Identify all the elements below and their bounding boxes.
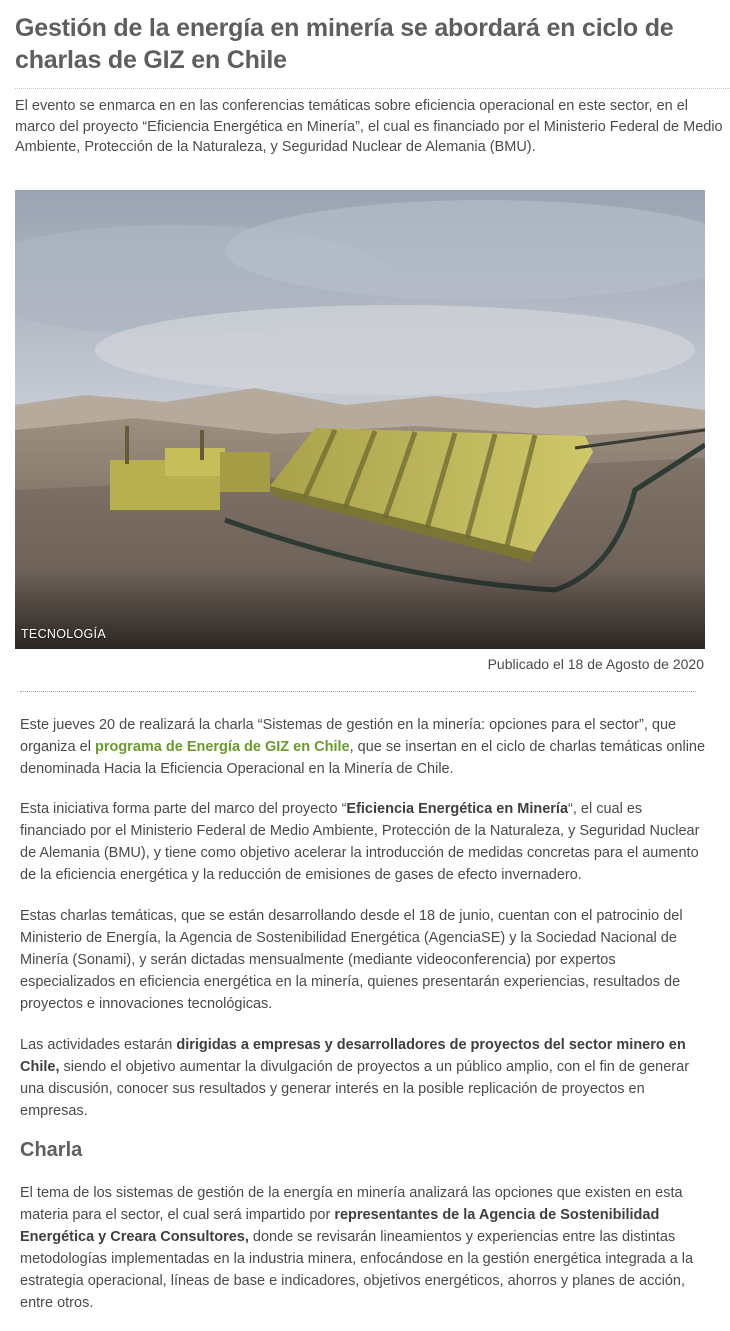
speakers: representantes de la Agencia de Sostenibilidad Energética y Creara Consultores,	[20, 1207, 660, 1245]
image-category-tag[interactable]: TECNOLOGÍA	[21, 627, 106, 641]
paragraph-4: Las actividades estarán dirigidas a empresas y desarrolladores de proyectos del sector minero en Chile, siendo el objetivo aumentar la divulgación de proyectos a un público amplio, con el fin de generar una discusión, conocer sus resultados y generar interés en la posible replicación de proyectos en empresas.	[20, 1037, 690, 1119]
article-hero-image[interactable]	[15, 190, 705, 649]
mine-photo-illustration	[15, 190, 705, 649]
paragraph-3: Estas charlas temáticas, que se están desarrollando desde el 18 de junio, cuentan con el patrocinio del Ministerio de Energía, la Agencia de Sostenibilidad Energética (AgenciaSE) y la Sociedad Nacional de Minería (Sonami), y serán dictadas mensualmente (mediante videoconferencia) por expertos especializados en eficiencia energética en la minería, quienes presentarán experiencias, resultados de proyectos e innovaciones tecnológicas.	[20, 908, 683, 1012]
publish-date: Publicado el 18 de Agosto de 2020	[487, 656, 704, 672]
date-divider	[20, 691, 696, 692]
article-lead: El evento se enmarca en en las conferencias temáticas sobre eficiencia operacional en este sector, en el marco del proyecto “Eficiencia Energética en Minería”, el cual es financiado por el Ministerio Federal de Medio Ambiente, Protección de la Naturaleza, y Seguridad Nuclear de Alemania (BMU).	[15, 98, 723, 155]
giz-program-link[interactable]: programa de Energía de GIZ en Chile	[94, 739, 350, 755]
section-heading-charla: Charla	[20, 1139, 83, 1161]
project-name: Eficiencia Energética en Minería	[346, 801, 569, 817]
target-audience: dirigidas a empresas y desarrolladores de proyectos del sector minero en Chile,	[20, 1037, 686, 1075]
title-divider	[15, 88, 730, 89]
paragraph-1: Este jueves 20 de realizará la charla “Sistemas de gestión en la minería: opciones para el sector”, que organiza el programa de Energía de GIZ en Chile, que se insertan en el ciclo de charlas temáticas online denominada Hacia la Eficiencia Operacional en la Minería de Chile.	[20, 717, 706, 777]
paragraph-2: Esta iniciativa forma parte del marco del proyecto “Eficiencia Energética en Minería“, el cual es financiado por el Ministerio Federal de Medio Ambiente, Protección de la Naturaleza, y Seguridad Nuclear de Alemania (BMU), y tiene como objetivo acelerar la introducción de medidas concretas para el aumento de la eficiencia energética y la reducción de emisiones de gases de efecto invernadero.	[20, 801, 700, 883]
paragraph-5: El tema de los sistemas de gestión de la energía en minería analizará las opciones que existen en esta materia para el sector, el cual será impartido por representantes de la Agencia de Sostenibilidad Energética y Creara Consultores, donde se revisarán lineamientos y experiencias entre las distintas metodologías implementadas en la industria minera, enfocándose en la gestión energética integrada a la estrategia operacional, líneas de base e indicadores, objetivos energéticos, ahorros y planes de acción, entre otros.	[20, 1185, 694, 1311]
article-title: Gestión de la energía en minería se abordará en ciclo de charlas de GIZ en Chile	[15, 14, 674, 74]
